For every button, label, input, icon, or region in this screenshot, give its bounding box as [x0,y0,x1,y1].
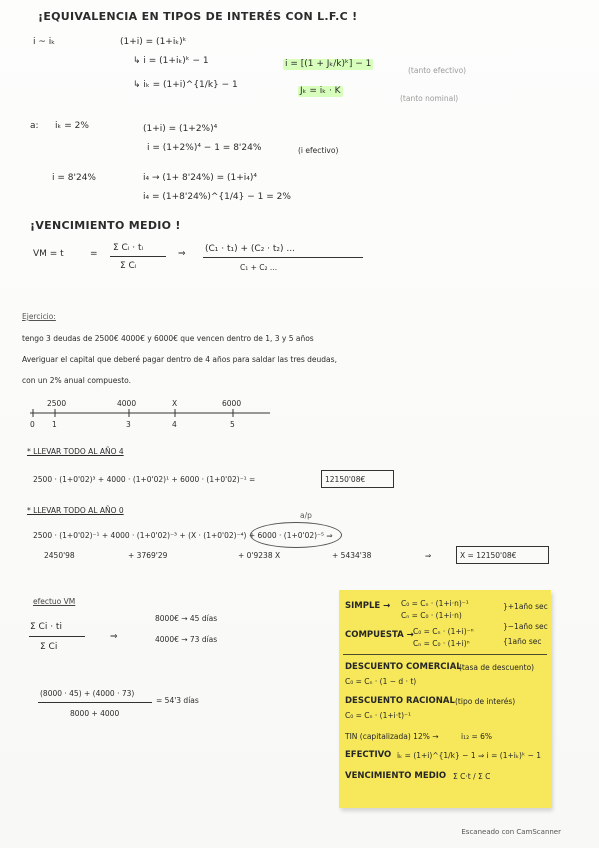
sticky-compuesta-a: C₀ = Cₙ · (1+i)⁻ⁿ [413,627,474,636]
ejercicio-line3: con un 2% anual compuesto. [22,376,132,385]
efectuo-calc-bar [38,702,152,703]
ex2-eq2: i₄ = (1+8'24%)^{1/4} − 1 = 2% [143,192,291,202]
vm-eq-sign: = [90,249,98,259]
llevar4-result: 12150'08€ [325,475,366,484]
sticky-compuesta-note2: {1año sec [503,637,542,646]
llevar0-eq2e: ⇒ [425,551,432,560]
llevar0-result: X = 12150'08€ [460,551,517,560]
sticky-vm-eq: Σ C·t / Σ C [453,772,491,781]
llevar4-result-box [321,470,394,488]
ex2-eq1: i₄ → (1+ 8'24%) = (1+i₄)⁴ [143,173,257,183]
sticky-desc-comercial-note: (tasa de descuento) [459,663,535,672]
sticky-note-summary [339,590,551,808]
vm-lhs: VM = t [33,249,64,259]
equiv-line2: ↳ i = (1+iₖ)ᵏ − 1 [133,56,209,66]
sticky-compuesta-head: COMPUESTA → [345,630,414,640]
heading-vencimiento: ¡VENCIMIENTO MEDIO ! [30,219,181,232]
efectuo-num: Σ Ci · ti [30,622,62,632]
sticky-simple-a: C₀ = Cₙ · (1+i·n)⁻¹ [401,599,469,608]
llevar0-eq2c: + 0'9238 X [238,551,281,560]
sticky-divider-1 [343,654,547,655]
ex2-label: i = 8'24% [52,173,96,183]
timeline-top-3: 4000 [117,399,137,408]
sticky-tin: TIN (capitalizada) 12% → [345,732,439,741]
ejercicio-line1: tengo 3 deudas de 2500€ 4000€ y 6000€ que vencen dentro de 1, 3 y 5 años [22,334,314,343]
sticky-tin-result: i₁₂ = 6% [461,732,493,741]
equiv-line1: (1+i) = (1+iₖ)ᵏ [120,37,187,47]
timeline-bottom-1: 1 [52,420,57,429]
efectuo-calc-den: 8000 + 4000 [70,709,120,718]
vm-expanded-den: C₁ + C₂ ... [240,263,278,272]
efectuo-row1: 8000€ → 45 días [155,614,218,623]
vm-numerator: Σ Cᵢ · tᵢ [113,243,144,253]
llevar0-eq2d: + 5434'38 [332,551,372,560]
efectuo-calc-result: = 54'3 días [156,696,199,705]
llevar0-label: * LLEVAR TODO AL AÑO 0 [27,506,124,515]
ex1-eq2-note: (i efectivo) [298,146,339,155]
llevar0-eq2a: 2450'98 [44,551,75,560]
efectuo-den: Σ Ci [40,642,58,652]
sticky-desc-comercial-head: DESCUENTO COMERCIAL [345,662,462,672]
sticky-simple-b: Cₙ = C₀ · (1+i·n) [401,611,462,620]
timeline-bottom-5: 5 [230,420,235,429]
timeline-bottom-4: 4 [172,420,177,429]
timeline-bottom-3: 3 [126,420,131,429]
scanner-watermark: Escaneado con CamScanner [461,828,561,836]
llevar0-result-box [456,546,549,564]
timeline-top-5: 6000 [222,399,242,408]
vm-expanded-bar [203,257,363,258]
sticky-efectivo-head: EFECTIVO [345,750,392,760]
ex1-label: a: [30,121,39,131]
ex1-eq2: i = (1+2%)⁴ − 1 = 8'24% [147,143,262,153]
equiv-line2-highlight: i = [(1 + Jₖ/k)ᵏ] − 1 [285,59,372,69]
llevar4-label: * LLEVAR TODO AL AÑO 4 [27,447,124,456]
equiv-line3-highlight: Jₖ = iₖ · K [300,86,341,96]
efectuo-arrow: ⇒ [110,632,118,642]
sticky-desc-comercial-eq: C₀ = Cₙ · (1 − d · t) [345,677,417,686]
sticky-compuesta-b: Cₙ = C₀ · (1+i)ⁿ [413,639,470,648]
ex1-eq1: (1+i) = (1+2%)⁴ [143,124,218,134]
sticky-simple-head: SIMPLE → [345,601,391,611]
sticky-simple-note: }+1año sec [503,602,548,611]
ex1-value: iₖ = 2% [55,121,89,131]
heading-equivalencia: ¡EQUIVALENCIA EN TIPOS DE INTERÉS CON L.F.C ! [38,10,358,23]
efectuo-row2: 4000€ → 73 días [155,635,218,644]
sticky-desc-racional-head: DESCUENTO RACIONAL [345,696,455,706]
llevar0-eq1: 2500 · (1+0'02)⁻¹ + 4000 · (1+0'02)⁻³ + (X · (1+0'02)⁻⁴) + 6000 · (1+0'02)⁻⁵ ⇒ [33,531,333,540]
vm-expanded-num: (C₁ · t₁) + (C₂ · t₂) ... [205,244,295,254]
timeline-top-4: X [172,399,178,408]
equiv-line3-note: (tanto nominal) [400,94,459,103]
ejercicio-line2: Averiguar el capital que deberé pagar dentro de 4 años para saldar las tres deudas, [22,355,337,364]
sticky-desc-racional-note: (tipo de interés) [455,697,516,706]
vm-arrow: ⇒ [178,249,186,259]
sticky-compuesta-note1: }−1año sec [503,622,548,631]
llevar0-eq2b: + 3769'29 [128,551,168,560]
equiv-line2-note: (tanto efectivo) [408,66,467,75]
efectuo-bar [29,636,85,637]
llevar4-equation: 2500 · (1+0'02)³ + 4000 · (1+0'02)¹ + 6000 · (1+0'02)⁻¹ = [33,475,256,484]
sticky-efectivo-eq: iₖ = (1+i)^{1/k} − 1 ⇒ i = (1+iₖ)ᵏ − 1 [397,751,542,760]
ejercicio-label: Ejercicio: [22,312,56,321]
timeline-top-1: 2500 [47,399,67,408]
equiv-left: i ~ iₖ [33,37,56,47]
vm-fraction-bar [110,256,166,257]
sticky-vm-head: VENCIMIENTO MEDIO [345,771,447,781]
timeline-bottom-0: 0 [30,420,35,429]
llevar0-op-note: a/p [300,511,312,520]
efectuo-label: efectuo VM [33,597,76,606]
llevar0-circled-term [250,522,342,548]
efectuo-calc-num: (8000 · 45) + (4000 · 73) [40,689,135,698]
equiv-line3: ↳ iₖ = (1+i)^{1/k} − 1 [133,80,238,90]
sticky-desc-racional-eq: C₀ = Cₙ · (1+i·t)⁻¹ [345,711,411,720]
vm-denominator: Σ Cᵢ [120,261,137,271]
